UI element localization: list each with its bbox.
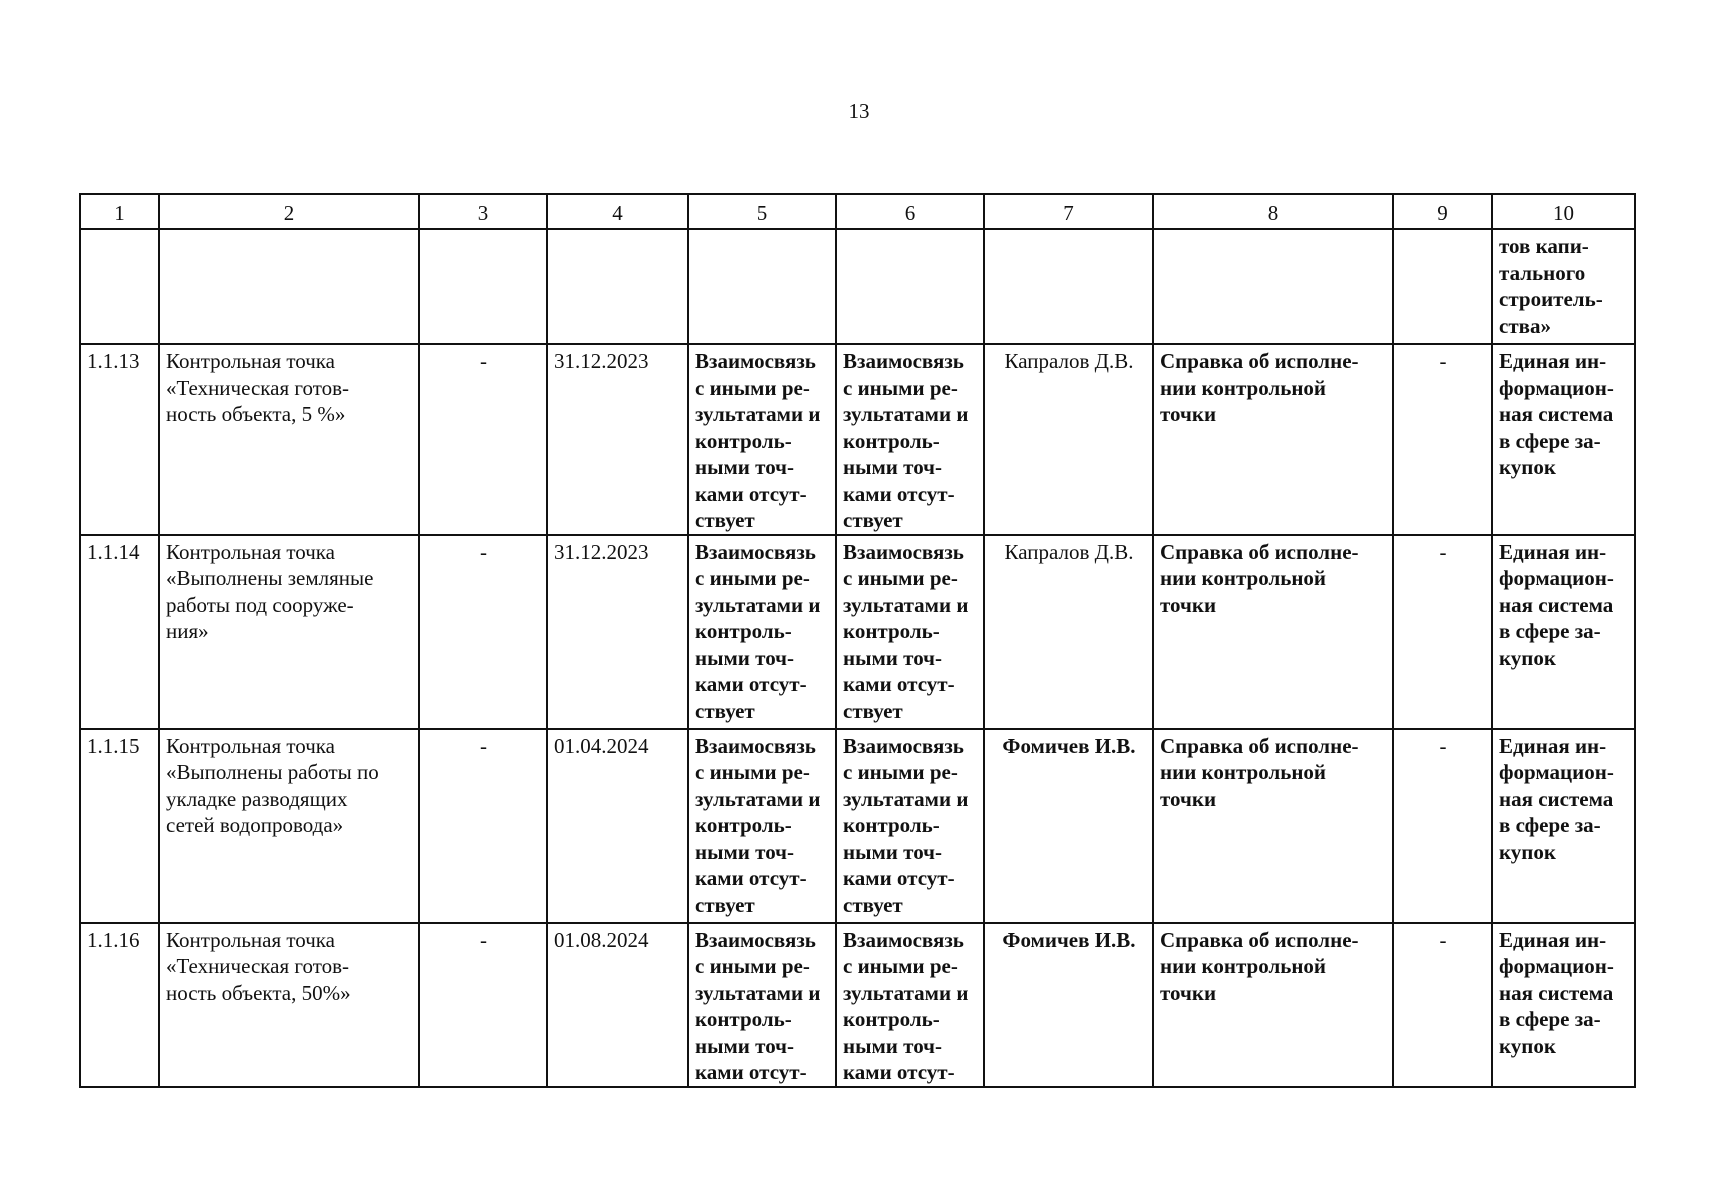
cell-empty [836, 229, 984, 344]
cell-empty [688, 229, 836, 344]
cell-col9: - [1393, 923, 1492, 1087]
header-cell-8: 8 [1153, 194, 1393, 229]
header-cell-7: 7 [984, 194, 1153, 229]
cell-empty [80, 229, 159, 344]
cell-col3: - [419, 535, 547, 729]
cell-system: Единая ин- формацион- ная система в сфере за- купок [1492, 923, 1635, 1087]
control-points-table [79, 193, 1636, 1088]
header-cell-3: 3 [419, 194, 547, 229]
table-row [80, 535, 1635, 729]
header-cell-9: 9 [1393, 194, 1492, 229]
header-row [80, 194, 1635, 229]
cell-empty [1393, 229, 1492, 344]
cell-relation-results: Взаимосвязь с иными ре- зультатами и контроль- ными точ- ками отсут- ствует [688, 344, 836, 535]
header-cell-1: 1 [80, 194, 159, 229]
cell-system-continuation: тов капи- тального строитель- ства» [1492, 229, 1635, 344]
cell-col3: - [419, 729, 547, 923]
cell-empty [547, 229, 688, 344]
header-cell-2: 2 [159, 194, 419, 229]
cell-relation-results: Взаимосвязь с иными ре- зультатами и контроль- ными точ- ками отсут- ствует [688, 729, 836, 923]
table-header [80, 194, 1635, 229]
cell-name: Контрольная точка «Техническая готов- ность объекта, 50%» [159, 923, 419, 1087]
cell-relation-results: Взаимосвязь с иными ре- зультатами и контроль- ными точ- ками отсут- [688, 923, 836, 1087]
cell-col9: - [1393, 535, 1492, 729]
cell-responsible: Фомичев И.В. [984, 729, 1153, 923]
cell-date: 01.08.2024 [547, 923, 688, 1087]
table-row [80, 923, 1635, 1087]
cell-name: Контрольная точка «Выполнены земляные работы под сооруже- ния» [159, 535, 419, 729]
cell-document: Справка об исполне- нии контрольной точки [1153, 344, 1393, 535]
cell-system: Единая ин- формацион- ная система в сфере за- купок [1492, 729, 1635, 923]
cell-id: 1.1.16 [80, 923, 159, 1087]
cell-date: 01.04.2024 [547, 729, 688, 923]
cell-system: Единая ин- формацион- ная система в сфере за- купок [1492, 535, 1635, 729]
cell-relation-results: Взаимосвязь с иными ре- зультатами и контроль- ными точ- ками отсут- ствует [688, 535, 836, 729]
header-cell-4: 4 [547, 194, 688, 229]
page-number: 13 [848, 99, 870, 123]
cell-col9: - [1393, 729, 1492, 923]
cell-document: Справка об исполне- нии контрольной точки [1153, 923, 1393, 1087]
header-cell-10: 10 [1492, 194, 1635, 229]
header-cell-5: 5 [688, 194, 836, 229]
table-row [80, 344, 1635, 535]
cell-relation-points: Взаимосвязь с иными ре- зультатами и контроль- ными точ- ками отсут- ствует [836, 535, 984, 729]
cell-responsible: Фомичев И.В. [984, 923, 1153, 1087]
table-row [80, 729, 1635, 923]
cell-system: Единая ин- формацион- ная система в сфере за- купок [1492, 344, 1635, 535]
cell-relation-points: Взаимосвязь с иными ре- зультатами и контроль- ными точ- ками отсут- ствует [836, 344, 984, 535]
cell-name: Контрольная точка «Техническая готов- ность объекта, 5 %» [159, 344, 419, 535]
cell-id: 1.1.14 [80, 535, 159, 729]
cell-id: 1.1.13 [80, 344, 159, 535]
cell-relation-points: Взаимосвязь с иными ре- зультатами и контроль- ными точ- ками отсут- [836, 923, 984, 1087]
cell-date: 31.12.2023 [547, 344, 688, 535]
table-row-continuation [80, 229, 1635, 344]
cell-date: 31.12.2023 [547, 535, 688, 729]
cell-relation-points: Взаимосвязь с иными ре- зультатами и контроль- ными точ- ками отсут- ствует [836, 729, 984, 923]
cell-empty [1153, 229, 1393, 344]
cell-document: Справка об исполне- нии контрольной точки [1153, 535, 1393, 729]
cell-id: 1.1.15 [80, 729, 159, 923]
cell-responsible: Капралов Д.В. [984, 344, 1153, 535]
cell-name: Контрольная точка «Выполнены работы по укладке разводящих сетей водопровода» [159, 729, 419, 923]
cell-document: Справка об исполне- нии контрольной точки [1153, 729, 1393, 923]
cell-col3: - [419, 923, 547, 1087]
header-cell-6: 6 [836, 194, 984, 229]
cell-empty [419, 229, 547, 344]
cell-empty [984, 229, 1153, 344]
cell-responsible: Капралов Д.В. [984, 535, 1153, 729]
cell-empty [159, 229, 419, 344]
cell-col3: - [419, 344, 547, 535]
cell-col9: - [1393, 344, 1492, 535]
